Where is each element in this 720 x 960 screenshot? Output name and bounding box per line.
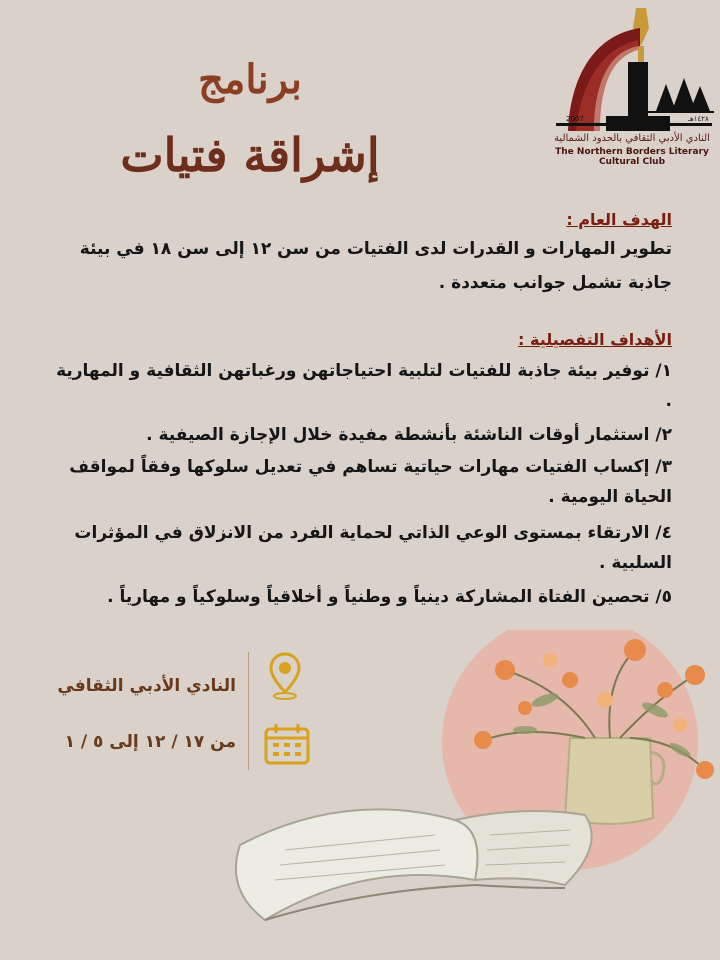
detailed-goal-item-2: ٢/ استثمار أوقات الناشئة بأنشطة مفيدة خلال الإجازة الصيفية . [146,425,672,445]
info-divider [248,652,249,770]
logo-arabic-name: النادي الأدبي الثقافي بالحدود الشمالية [554,133,710,144]
detailed-goals-heading: الأهداف التفصيلية : [518,330,672,349]
logo-year-right: ١٤٢٨هـ [688,115,709,123]
detailed-goal-item-5: ٥/ تحصين الفتاة المشاركة دينياً و وطنياً و أخلاقياً وسلوكياً و مهارياً . [107,587,672,607]
logo-english-name: The Northern Borders Literary Cultural Club [555,147,709,167]
detailed-goal-item-3: ٣/ إكساب الفتيات مهارات حياتية تساهم في تعديل سلوكها وفقاً لمواقف الحياة اليومية . [69,457,672,507]
location-text: النادي الأدبي الثقافي [57,676,236,696]
detailed-goal-item-1: ١/ توفير بيئة جاذبة للفتيات لتلبية احتياجاتهن ورغباتهن الثقافية و المهارية . [56,361,672,411]
title-line-2: إشراقة فتيات [120,128,380,182]
general-goal-heading: الهدف العام : [566,210,672,229]
logo-year-left: 2007 [566,115,584,123]
date-range-text: من ١٧ / ١٢ إلى ٥ / ١ [64,732,236,752]
location-pin-icon [268,652,302,700]
general-goal-line-2: جاذبة تشمل جوانب متعددة . [438,273,672,293]
calendar-icon [263,722,311,766]
general-goal-line-1: تطوير المهارات و القدرات لدى الفتيات من سن ١٢ إلى سن ١٨ في بيئة [79,239,672,259]
detailed-goal-item-4: ٤/ الارتقاء بمستوى الوعي الذاتي لحماية الفرد من الانزلاق في المؤثرات السلبية . [74,523,672,573]
title-line-1: برنامج [198,56,302,103]
